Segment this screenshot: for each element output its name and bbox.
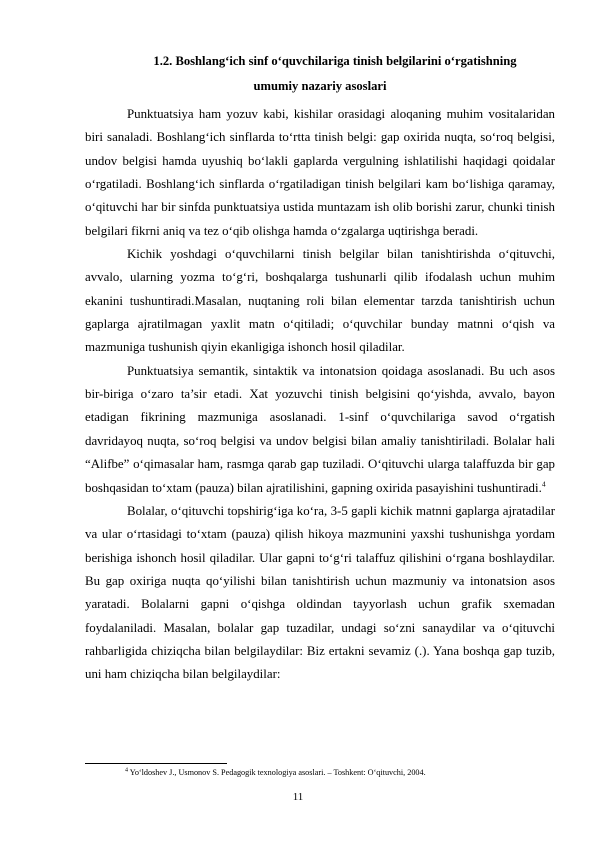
paragraph — [85, 243, 555, 360]
paragraph-text: Kichik yoshdagi o‘quvchilarni tinish belgilar bilan tanishtirishda o‘qituvchi, avvalo, ularning yozma to‘g‘ri, boshqalarga tushunarli qilib ifodalash uchun muhim ekanini tushuntiradi.Masalan, nuqtaning roli bilan elementar tarzda tanishtirish uchun gaplarga ajratilmagan yaxlit matn o‘qitiladi; o‘quvchilar bunday matnni o‘qish va mazmuniga tushunish qiyin ekanligiga ishonch hosil qiladilar. — [85, 247, 555, 355]
section-heading-continued: umumiy nazariy asoslari — [253, 79, 387, 93]
paragraph-text: Punktuatsiya semantik, sintaktik va intonatsion qoidaga asoslanadi. Bu uch asos bir-biriga o‘zaro ta’sir etadi. Xat yozuvchi tinish belgisini qo‘yishda, avvalo, bayon etadigan fikrining mazmuniga asoslanadi. 1-sinf o‘quvchilariga savod o‘rgatish davridayoq nuqta, so‘roq belgisi va undov belgisi bilan amaliy tanishtiriladi. Bolalar hali “Alifbe” o‘qimasalar ham, rasmga qarab gap tuziladi. O‘qituvchi ularga talaffuzda bir gap boshqasidan to‘xtam (pauza) bilan ajratilishini, gapning oxirida pasayishini tushuntiradi. — [85, 363, 555, 495]
paragraph: Bolalar, o‘qituvchi topshirig‘iga ko‘ra, 3-5 gapli kichik matnni gaplarga ajratadilar va ular o‘rtasidagi to‘xtam (pauza) qilish hikoya mazmunini yaxshi tushunishga yordam berishiga ishonch hosil qiladilar. Ular gapni to‘g‘ri talaffuz qilishini o‘rgana boshlaydilar. Bu gap oxiriga nuqta qo‘yilishi bilan tanishtirish uchun mazmuniy va intonatsion asos yaratadi. Bolalarni gapni o‘qishga oldindan tayyorlash uchun grafik sxemadan foydalaniladi. Masalan, bolalar gap tuzadilar, undagi so‘zni sanaydilar va o‘qituvchi rahbarligida chiziqcha bilan belgilaydilar: Biz ertakni sevamiz (.). Yana boshqa gap tuzib, uni ham chiziqcha bilan belgilaydilar: — [85, 503, 555, 682]
footnote-reference[interactable]: 4 — [541, 479, 546, 489]
footnote — [125, 768, 426, 777]
section-heading: 1.2. Boshlang‘ich sinf o‘quvchilariga tinish belgilarini o‘rgatishning — [153, 54, 517, 68]
footnote-number: 4 — [125, 767, 128, 774]
paragraph: Punktuatsiya ham yozuv kabi, kishilar orasidagi aloqaning muhim vositalaridan biri sanaladi. Boshlang‘ich sinflarda to‘rtta tinish belgi: gap oxirida nuqta, so‘roq belgisi, undov belgisi hamda uyushiq bo‘lakli gaplarda vergulning ishlatilishi haqidagi qoidalar o‘rgatiladi. Boshlang‘ich sinflarda o‘rgatiladigan tinish belgilari kam bo‘lishiga qaramay, o‘qituvchi har bir sinfda punktuatsiya ustida muntazam ish olib borishi zarur, chunki tinish belgilari fikrni aniq va tez o‘qib olishga hamda o‘zgalarga uqtirishga beradi. — [85, 107, 555, 238]
page-number: 11 — [292, 791, 304, 803]
footnote-text: Yo‘ldoshev J., Usmonov S. Pedagogik texnologiya asoslari. – Toshkent: O‘qituvchi, 2004. — [128, 768, 426, 777]
footnote-separator — [85, 763, 227, 764]
paragraph — [85, 360, 555, 500]
body-text — [85, 103, 555, 687]
